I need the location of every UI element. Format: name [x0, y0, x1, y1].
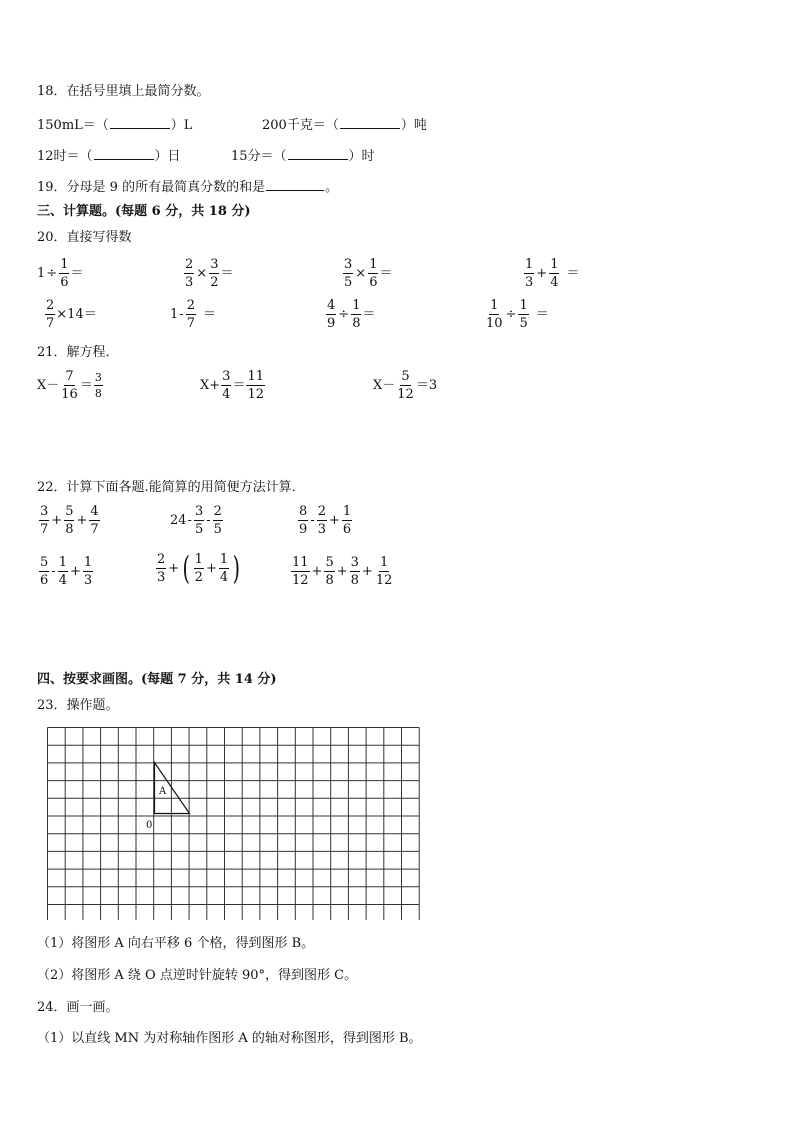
section3-title: 三、计算题。(每题 6 分，共 18 分) — [37, 204, 251, 219]
numerator: 7 — [65, 369, 74, 384]
numerator: 2 — [185, 257, 194, 272]
denominator: 7 — [90, 522, 99, 537]
denominator: 6 — [369, 275, 378, 290]
operator: ÷ — [338, 307, 350, 322]
q18-item-a — [37, 117, 192, 132]
point-o-label: 0 — [146, 820, 153, 831]
equals: ＝ — [220, 266, 234, 281]
denominator: 3 — [317, 522, 326, 537]
operator: ÷ — [46, 266, 58, 281]
fraction — [343, 258, 353, 289]
equation-lead: X+ — [200, 378, 221, 393]
fraction — [351, 299, 361, 330]
numerator: 11 — [247, 369, 264, 384]
denominator: 3 — [185, 275, 194, 290]
expression-tail: ×14＝ — [56, 307, 97, 322]
q22-b — [170, 505, 224, 536]
denominator: 5 — [519, 316, 528, 331]
grid-figure[interactable] — [46, 726, 424, 920]
q20-r2-e3 — [325, 299, 375, 330]
denominator: 4 — [219, 569, 229, 585]
denominator: 6 — [40, 573, 49, 588]
numerator: 4 — [90, 504, 99, 519]
q20-r1-e1 — [37, 258, 83, 289]
operator: + — [168, 560, 180, 576]
fraction — [64, 505, 74, 536]
q18-d-left: 15分＝（ — [231, 149, 287, 164]
q18-a-blank[interactable] — [110, 117, 170, 129]
q19-text: 19．分母是 9 的所有最简真分数的和是 — [37, 180, 266, 195]
denominator: 16 — [61, 387, 78, 402]
numerator: 1 — [490, 298, 499, 313]
q19-blank[interactable] — [266, 179, 324, 191]
q20-r2-e4 — [484, 299, 549, 330]
section4-title: 四、按要求画图。(每题 7 分，共 14 分) — [37, 672, 277, 687]
denominator: 3 — [525, 275, 534, 290]
denominator: 5 — [213, 522, 222, 537]
q20-r1-e3 — [342, 258, 392, 289]
q18-b-right: ）吨 — [400, 118, 427, 133]
denominator: 12 — [397, 387, 414, 402]
numerator: 1 — [352, 298, 361, 313]
q20-r1-e4 — [523, 258, 579, 289]
denominator: 8 — [352, 316, 361, 331]
q18-item-c — [37, 148, 181, 163]
denominator: 10 — [486, 316, 503, 331]
q21-e3 — [373, 370, 437, 401]
equation-lead: X－ — [37, 378, 60, 393]
q18-item-b — [262, 117, 427, 132]
numerator: 1 — [550, 257, 559, 272]
q18-d-blank[interactable] — [288, 148, 348, 160]
fraction — [89, 505, 99, 536]
fraction — [524, 258, 534, 289]
operator: - — [310, 513, 315, 528]
q18-item-d — [231, 148, 375, 163]
equals: ＝ — [566, 266, 580, 281]
q19-end: 。 — [325, 180, 339, 195]
fraction — [45, 299, 55, 330]
fraction — [184, 258, 194, 289]
denominator: 7 — [40, 522, 49, 537]
operator: + — [311, 564, 323, 579]
fraction — [58, 556, 68, 587]
numerator: 1 — [519, 298, 528, 313]
fraction — [368, 258, 378, 289]
fraction — [317, 505, 327, 536]
fraction — [326, 299, 336, 330]
fraction — [219, 553, 229, 584]
numerator: 3 — [194, 504, 204, 519]
numerator: 5 — [325, 555, 334, 570]
denominator: 12 — [375, 573, 393, 588]
fraction — [83, 556, 93, 587]
numerator: 1 — [194, 551, 203, 567]
equation-lead: X－ — [373, 378, 396, 393]
q18-b-blank[interactable] — [340, 117, 400, 129]
q22-e — [155, 549, 243, 587]
numerator: 3 — [344, 257, 353, 272]
operator: × — [196, 266, 208, 281]
q18-a-right: ）L — [170, 118, 193, 133]
q18-d-right: ）时 — [348, 149, 375, 164]
whole-number: 1 — [170, 307, 179, 322]
q22-d — [38, 556, 94, 587]
whole-number: 1 — [37, 266, 46, 281]
numerator: 5 — [40, 555, 49, 570]
shape-a-label: A — [159, 786, 167, 797]
fraction — [375, 556, 394, 587]
denominator: 7 — [46, 316, 55, 331]
operator: + — [328, 513, 340, 528]
fraction — [549, 258, 559, 289]
fraction — [194, 553, 204, 584]
denominator: 6 — [60, 275, 69, 290]
q21-e2 — [200, 370, 266, 401]
fraction — [324, 556, 334, 587]
operator: - — [187, 513, 192, 528]
fraction — [60, 370, 79, 401]
denominator: 12 — [292, 573, 309, 588]
numerator: 1 — [369, 257, 378, 272]
operator: - — [51, 564, 56, 579]
fraction — [194, 505, 204, 536]
denominator: 8 — [350, 573, 359, 588]
q21-e1 — [37, 370, 104, 401]
q20-r1-e2 — [183, 258, 233, 289]
denominator: 2 — [210, 275, 219, 290]
operator: + — [536, 266, 548, 281]
operator: - — [179, 307, 184, 322]
numerator: 8 — [299, 504, 308, 519]
numerator: 3 — [94, 371, 102, 384]
denominator: 8 — [94, 387, 102, 400]
q22-a — [38, 505, 101, 536]
fraction — [39, 556, 49, 587]
equals: ＝3 — [415, 378, 438, 393]
numerator: 1 — [379, 555, 389, 570]
numerator: 2 — [317, 504, 326, 519]
q18-title: 18．在括号里填上最简分数。 — [37, 84, 210, 99]
numerator: 3 — [222, 369, 231, 384]
numerator: 1 — [83, 555, 93, 570]
fraction — [298, 505, 308, 536]
q20-r2-e2 — [170, 299, 216, 330]
q18-c-blank[interactable] — [94, 148, 154, 160]
q22-title: 22．计算下面各题.能简算的用简便方法计算． — [37, 480, 305, 495]
q20-r2-e1 — [44, 299, 97, 330]
numerator: 3 — [210, 257, 219, 272]
operator: × — [355, 266, 367, 281]
fraction — [342, 505, 352, 536]
denominator: 9 — [327, 316, 336, 331]
q18-a-left: 150mL＝（ — [37, 118, 109, 133]
q18-b-left: 200千克＝（ — [262, 118, 339, 133]
numerator: 2 — [213, 504, 222, 519]
denominator: 8 — [65, 522, 74, 537]
denominator: 9 — [299, 522, 308, 537]
q22-c — [297, 505, 353, 536]
q23-step1: （1）将图形 A 向右平移 6 个格，得到图形 B。 — [37, 936, 315, 951]
fraction — [94, 372, 103, 399]
operator: + — [361, 564, 373, 579]
denominator: 5 — [344, 275, 353, 290]
denominator: 7 — [186, 316, 195, 331]
fraction — [59, 258, 69, 289]
operator: + — [336, 564, 348, 579]
numerator: 5 — [65, 504, 74, 519]
fraction — [209, 258, 219, 289]
denominator: 4 — [550, 275, 559, 290]
numerator: 3 — [350, 555, 359, 570]
right-paren: ) — [232, 549, 241, 587]
numerator: 1 — [60, 257, 69, 272]
denominator: 2 — [194, 569, 203, 585]
q19 — [37, 179, 338, 194]
fraction — [518, 299, 528, 330]
fraction — [291, 556, 310, 587]
numerator: 1 — [58, 555, 67, 570]
denominator: 6 — [342, 522, 352, 537]
fraction — [350, 556, 360, 587]
q23-step2: （2）将图形 A 绕 O 点逆时针旋转 90°，得到图形 C。 — [37, 968, 358, 983]
q18-c-right: ）日 — [154, 149, 181, 164]
denominator: 4 — [222, 387, 231, 402]
fraction — [246, 370, 265, 401]
equals: ＝ — [362, 307, 376, 322]
numerator: 1 — [342, 504, 352, 519]
fraction — [213, 505, 223, 536]
numerator: 2 — [46, 298, 55, 313]
left-paren: ( — [182, 549, 191, 587]
operator: + — [69, 564, 81, 579]
equals: ＝ — [535, 307, 549, 322]
equals: ＝ — [379, 266, 393, 281]
numerator: 1 — [525, 257, 534, 272]
numerator: 3 — [40, 504, 49, 519]
denominator: 12 — [247, 387, 264, 402]
whole-number: 24 — [170, 513, 187, 528]
fraction — [186, 299, 196, 330]
numerator: 4 — [327, 298, 336, 313]
equals: ＝ — [232, 378, 246, 393]
operator: + — [76, 513, 88, 528]
denominator: 8 — [325, 573, 334, 588]
fraction — [156, 553, 166, 584]
denominator: 3 — [157, 569, 166, 585]
q18-c-left: 12时＝（ — [37, 149, 93, 164]
q23-title: 23．操作题。 — [37, 698, 119, 713]
equals: ＝ — [79, 378, 93, 393]
denominator: 4 — [58, 573, 67, 588]
equals: ＝ — [202, 307, 216, 322]
denominator: 5 — [194, 522, 204, 537]
q22-f — [290, 556, 394, 587]
numerator: 11 — [292, 555, 309, 570]
numerator: 2 — [157, 551, 166, 567]
q20-title: 20．直接写得数 — [37, 230, 132, 245]
fraction — [39, 505, 49, 536]
numerator: 5 — [401, 369, 410, 384]
grid-lines — [48, 728, 420, 921]
operator: ÷ — [505, 307, 517, 322]
equals: ＝ — [70, 266, 84, 281]
q24-title: 24．画一画。 — [37, 1000, 119, 1015]
fraction — [396, 370, 415, 401]
operator: + — [51, 513, 63, 528]
q24-step1: （1）以直线 MN 为对称轴作图形 A 的轴对称图形，得到图形 B。 — [37, 1031, 422, 1046]
q21-title: 21．解方程． — [37, 345, 119, 360]
denominator: 3 — [83, 573, 93, 588]
numerator: 1 — [219, 551, 229, 567]
operator: - — [206, 513, 211, 528]
operator: + — [205, 560, 217, 576]
numerator: 2 — [186, 298, 195, 313]
fraction — [221, 370, 231, 401]
fraction — [485, 299, 504, 330]
